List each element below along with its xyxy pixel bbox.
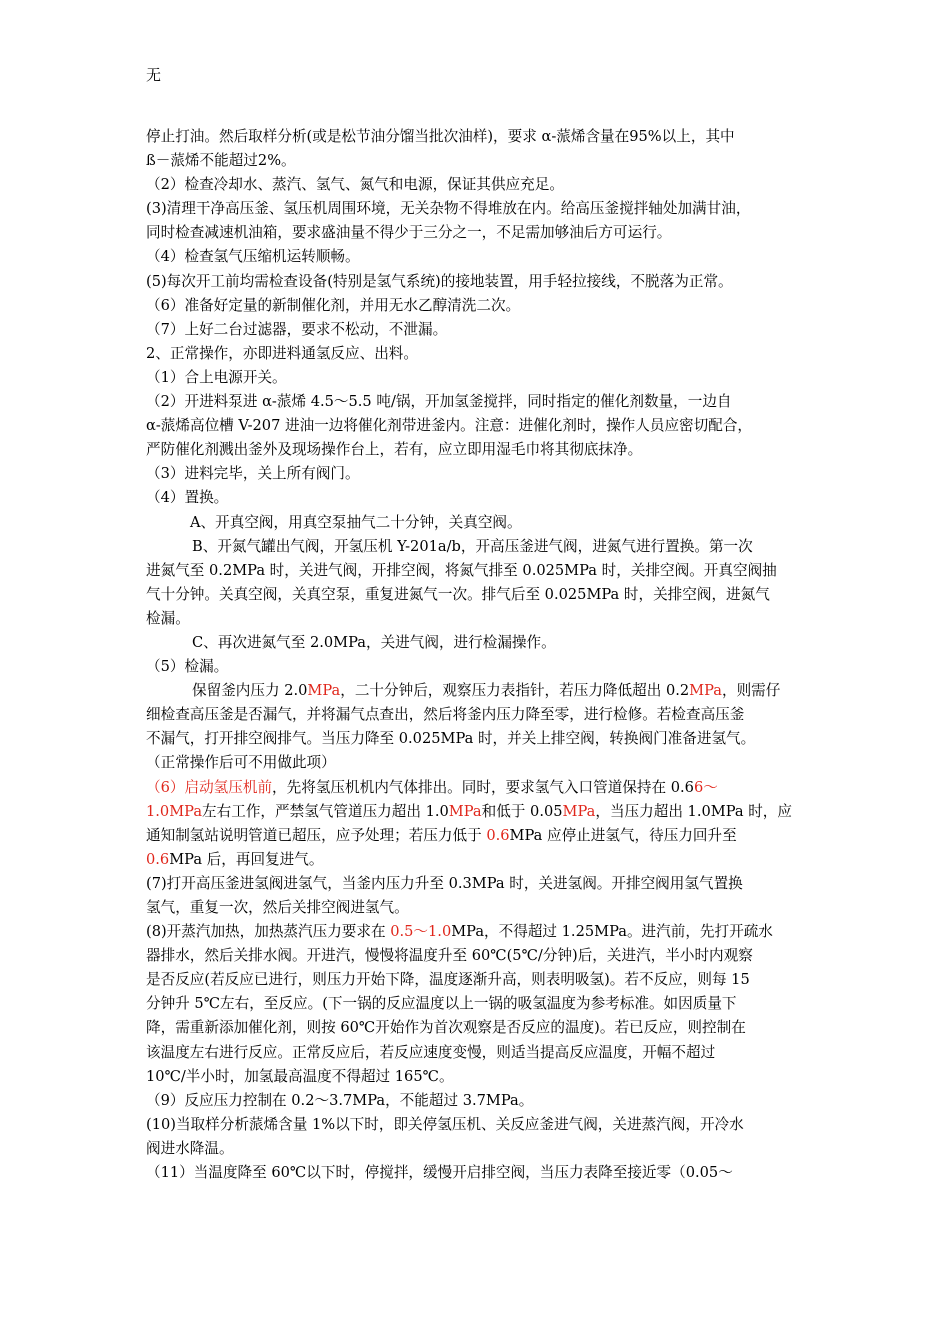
text-segment: 分钟升 5℃左右，至反应。(下一锅的反应温度以上一锅的吸氢温度为参考标准。如因质量下 [146, 995, 737, 1013]
text-segment: 器排水，然后关排水阀。开进汽，慢慢将温度升至 60℃(5℃/分钟)后，关进汽，半小时内观察 [146, 947, 753, 965]
text-line [146, 270, 810, 294]
text-line [146, 776, 810, 800]
text-segment: MPa 应停止进氢气，待压力回升至 [509, 826, 737, 844]
text-segment: 进氮气至 0.2MPa 时，关进气阀，开排空阀，将氮气排至 0.025MPa 时，关排空阀。开真空阀抽 [146, 561, 777, 579]
highlighted-text: MPa [307, 682, 341, 700]
text-segment: (10)当取样分析蒎烯含量 1%以下时，即关停氢压机、关反应釜进气阀，关进蒸汽阀，开冷水 [146, 1115, 744, 1133]
text-line [146, 294, 810, 318]
text-line [146, 1161, 810, 1185]
text-line [146, 920, 810, 944]
text-segment: α-蒎烯高位槽 V-207 进油一边将催化剂带进釜内。注意：进催化剂时，操作人员应密切配合， [146, 417, 753, 435]
text-segment: 是否反应(若反应已进行，则压力开始下降，温度逐渐升高，则表明吸氢)。若不反应，则每 15 [146, 971, 750, 989]
text-line [146, 366, 810, 390]
text-segment: （7）上好二台过滤器，要求不松动，不泄漏。 [146, 320, 448, 338]
text-line [146, 1041, 810, 1065]
text-line [146, 342, 810, 366]
text-line [146, 1137, 810, 1161]
text-line [146, 535, 810, 559]
text-line [146, 1065, 810, 1089]
highlighted-text: （6）启动氢压机前 [146, 778, 273, 796]
text-line [146, 125, 810, 149]
text-line [146, 992, 810, 1016]
text-line [146, 197, 810, 221]
text-line [146, 486, 810, 510]
text-segment: (5)每次开工前均需检查设备(特别是氢气系统)的接地装置，用手轻拉接线，不脱落为正常。 [146, 272, 733, 290]
highlighted-text: 0.6 [486, 826, 510, 844]
text-line [146, 583, 810, 607]
text-segment: (8)开蒸汽加热，加热蒸汽压力要求在 [146, 923, 391, 941]
text-segment: 检漏。 [146, 609, 190, 627]
highlighted-text: 6～ [693, 778, 718, 796]
text-segment: 同时检查减速机油箱，要求盛油量不得少于三分之一，不足需加够油后方可运行。 [146, 224, 672, 242]
highlighted-text: MPa [689, 682, 722, 700]
text-line [146, 173, 810, 197]
text-segment: （正常操作后可不用做此项） [146, 754, 336, 772]
text-line [146, 1089, 810, 1113]
highlighted-text: MPa [562, 802, 596, 820]
text-segment: 不漏气，打开排空阀排气。当压力降至 0.025MPa 时，并关上排空阀，转换阀门准备进氢气。 [146, 730, 756, 748]
text-segment: （2）开进料泵进 α-蒎烯 4.5～5.5 吨/锅，开加氢釜搅拌，同时指定的催化剂数量，一边自 [146, 393, 732, 411]
text-segment: 10℃/半小时，加氢最高温度不得超过 165℃。 [146, 1067, 454, 1085]
text-segment: （4）检查氢气压缩机运转顺畅。 [146, 248, 360, 266]
text-line [146, 872, 810, 896]
text-segment: ，先将氢压机机内气体排出。同时，要求氢气入口管道保持在 0.6 [272, 778, 694, 796]
text-line [146, 607, 810, 631]
text-line [146, 800, 810, 824]
text-line [146, 1113, 810, 1137]
document-body [146, 125, 810, 1185]
text-segment: A、开真空阀，用真空泵抽气二十分钟，关真空阀。 [190, 513, 522, 531]
text-segment: （6）准备好定量的新制催化剂，并用无水乙醇清洗二次。 [146, 296, 521, 314]
text-segment: 和低于 0.05 [481, 802, 563, 820]
highlighted-text: 0.5～1.0 [390, 923, 452, 941]
text-segment: ，则需仔 [721, 682, 781, 700]
text-segment: 停止打油。然后取样分析(或是松节油分馏当批次油样)，要求 α-蒎烯含量在95%以上，其中 [146, 128, 735, 145]
text-segment: 严防催化剂溅出釜外及现场操作台上，若有，应立即用湿毛巾将其彻底抹净。 [146, 441, 643, 459]
page-header: 无 [146, 66, 162, 84]
text-segment: 通知制氢站说明管道已超压，应予处理；若压力低于 [146, 826, 487, 844]
text-line [146, 727, 810, 751]
text-line [146, 511, 810, 535]
text-line [146, 655, 810, 679]
text-segment: （2）检查冷却水、蒸汽、氢气、氮气和电源，保证其供应充足。 [146, 176, 564, 194]
text-line [146, 1016, 810, 1040]
text-line [146, 390, 810, 414]
text-segment: （3）进料完毕，关上所有阀门。 [146, 465, 360, 483]
text-segment: 阀进水降温。 [146, 1139, 234, 1157]
text-segment: MPa 后，再回复进气。 [169, 850, 324, 868]
text-segment: （11）当温度降至 60℃以下时，停搅拌，缓慢开启排空阀，当压力表降至接近零（0.05～ [146, 1164, 733, 1182]
text-segment: （9）反应压力控制在 0.2～3.7MPa，不能超过 3.7MPa。 [146, 1091, 534, 1109]
text-line [146, 318, 810, 342]
text-line [146, 703, 810, 727]
highlighted-text: 1.0MPa [146, 802, 203, 820]
text-segment: 左右工作，严禁氢气管道压力超出 1.0 [202, 802, 449, 820]
text-line [146, 751, 810, 775]
text-line [146, 968, 810, 992]
text-line [146, 631, 810, 655]
text-segment: (7)打开高压釜进氢阀进氢气，当釜内压力升至 0.3MPa 时，关进氢阀。开排空阀用氢气置换 [146, 874, 743, 892]
text-segment: 气十分钟。关真空阀，关真空泵，重复进氮气一次。排气后至 0.025MPa 时，关排空阀，进氮气 [146, 585, 770, 603]
text-line [146, 462, 810, 486]
text-segment: MPa，不得超过 1.25MPa。进汽前，先打开疏水 [451, 923, 773, 941]
text-line [146, 944, 810, 968]
text-line [146, 438, 810, 462]
highlighted-text: MPa [448, 802, 482, 820]
text-segment: ß－蒎烯不能超过2%。 [146, 152, 296, 170]
text-segment: 细检查高压釜是否漏气，并将漏气点查出，然后将釜内压力降至零，进行检修。若检查高压釜 [146, 706, 745, 724]
text-line [146, 245, 810, 269]
text-segment: （4）置换。 [146, 489, 229, 507]
text-segment: 该温度左右进行反应。正常反应后，若反应速度变慢，则适当提高反应温度，开幅不超过 [146, 1043, 716, 1061]
text-segment: ，二十分钟后，观察压力表指针，若压力降低超出 0.2 [340, 682, 690, 700]
highlighted-text: 0.6 [146, 850, 170, 868]
text-segment: C、再次进氮气至 2.0MPa，关进气阀，进行检漏操作。 [192, 633, 556, 651]
text-line [146, 896, 810, 920]
text-segment: B、开氮气罐出气阀，开氢压机 Y-201a/b，开高压釜进气阀，进氮气进行置换。第一次 [192, 537, 753, 555]
text-line [146, 824, 810, 848]
text-segment: 2、正常操作，亦即进料通氢反应、出料。 [146, 344, 418, 362]
text-segment: (3)清理干净高压釜、氢压机周围环境，无关杂物不得堆放在内。给高压釜搅拌轴处加满甘油， [146, 200, 751, 218]
text-line [146, 149, 810, 173]
text-segment: （1）合上电源开关。 [146, 368, 287, 386]
text-line [146, 848, 810, 872]
text-line [146, 414, 810, 438]
text-segment: （5）检漏。 [146, 658, 229, 676]
text-line [146, 221, 810, 245]
text-segment: 保留釜内压力 2.0 [192, 682, 308, 700]
text-line [146, 559, 810, 583]
text-segment: ，当压力超出 1.0MPa 时，应 [595, 802, 792, 820]
text-segment: 降，需重新添加催化剂，则按 60℃开始作为首次观察是否反应的温度)。若已反应，则控制在 [146, 1019, 746, 1037]
text-segment: 氢气，重复一次，然后关排空阀进氢气。 [146, 899, 409, 916]
text-line [146, 679, 810, 703]
